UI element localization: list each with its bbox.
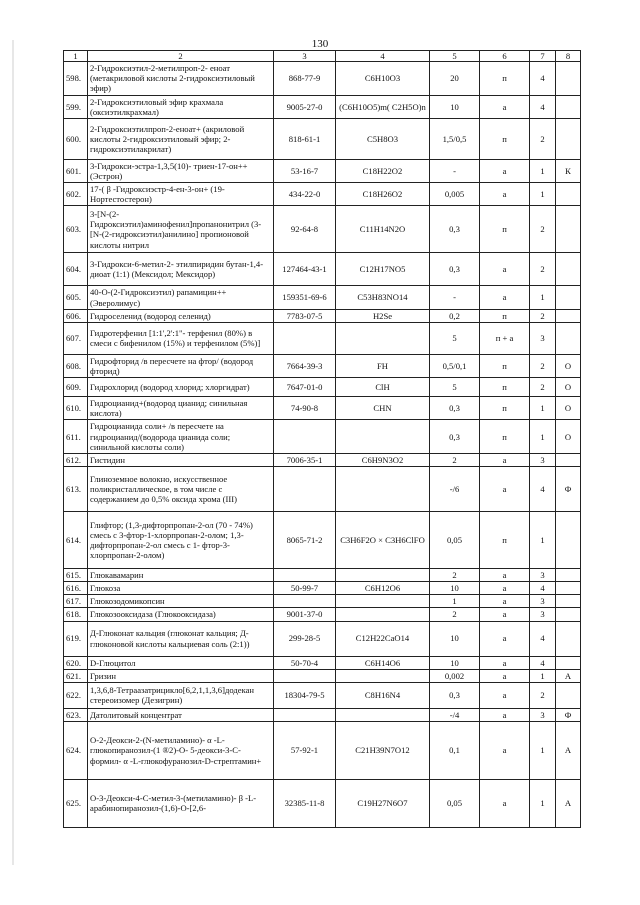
formula: C3H6F2O × C3H6ClFO <box>336 511 430 568</box>
row-number: 608. <box>64 354 88 377</box>
table-row <box>64 708 581 721</box>
hazard-class: 4 <box>530 656 556 669</box>
hazard-class: 3 <box>530 608 556 621</box>
formula <box>336 420 430 453</box>
formula: C5H8O3 <box>336 118 430 159</box>
limit-value: 0,05 <box>430 779 480 827</box>
row-number: 619. <box>64 621 88 656</box>
formula: C53H83NO14 <box>336 286 430 309</box>
note-mark <box>556 95 581 118</box>
substance-name: Датолитовый концентрат <box>88 708 274 721</box>
formula <box>336 568 430 581</box>
substance-name: Гидрофторид /в пересчете на фтор/ (водород фторид) <box>88 354 274 377</box>
limit-value: 20 <box>430 62 480 95</box>
formula: C6H9N3O2 <box>336 453 430 466</box>
substance-name: Гидроселенид (водород селенид) <box>88 309 274 322</box>
limit-value: 10 <box>430 621 480 656</box>
table-row <box>64 682 581 708</box>
note-mark: О <box>556 420 581 453</box>
cas-number: 7647-01-0 <box>274 378 336 397</box>
note-mark <box>556 253 581 286</box>
table-row <box>64 183 581 206</box>
aggregate-state: п <box>480 420 530 453</box>
row-number: 614. <box>64 511 88 568</box>
hazard-class: 1 <box>530 779 556 827</box>
aggregate-state: а <box>480 582 530 595</box>
cas-number <box>274 322 336 354</box>
hazard-class: 2 <box>530 253 556 286</box>
note-mark: А <box>556 779 581 827</box>
cas-number <box>274 595 336 608</box>
limit-value: 0,3 <box>430 253 480 286</box>
note-mark: О <box>556 378 581 397</box>
row-number: 616. <box>64 582 88 595</box>
cas-number <box>274 669 336 682</box>
hazard-class: 1 <box>530 420 556 453</box>
aggregate-state: п <box>480 62 530 95</box>
hazard-class: 4 <box>530 466 556 511</box>
table-row <box>64 621 581 656</box>
row-number: 617. <box>64 595 88 608</box>
column-header: 4 <box>336 51 430 62</box>
cas-number: 7006-35-1 <box>274 453 336 466</box>
row-number: 615. <box>64 568 88 581</box>
row-number: 621. <box>64 669 88 682</box>
note-mark <box>556 511 581 568</box>
hazard-class: 2 <box>530 206 556 253</box>
aggregate-state: п <box>480 118 530 159</box>
aggregate-state: п <box>480 378 530 397</box>
aggregate-state: а <box>480 183 530 206</box>
cas-number: 18304-79-5 <box>274 682 336 708</box>
note-mark <box>556 682 581 708</box>
limit-value: 0,3 <box>430 420 480 453</box>
substance-name: Глюкозооксидаза (Глюкооксидаза) <box>88 608 274 621</box>
cas-number <box>274 466 336 511</box>
column-header: 7 <box>530 51 556 62</box>
table-row <box>64 582 581 595</box>
aggregate-state: а <box>480 466 530 511</box>
hazard-class: 2 <box>530 309 556 322</box>
cas-number: 50-70-4 <box>274 656 336 669</box>
formula: C18H22O2 <box>336 159 430 182</box>
column-header: 8 <box>556 51 581 62</box>
hazard-class: 2 <box>530 354 556 377</box>
note-mark: О <box>556 397 581 420</box>
limit-value: - <box>430 286 480 309</box>
table-row <box>64 309 581 322</box>
formula <box>336 595 430 608</box>
cas-number: 7783-07-5 <box>274 309 336 322</box>
aggregate-state: а <box>480 595 530 608</box>
hazard-class: 1 <box>530 159 556 182</box>
cas-number <box>274 568 336 581</box>
note-mark <box>556 309 581 322</box>
aggregate-state: а <box>480 682 530 708</box>
row-number: 613. <box>64 466 88 511</box>
table-row <box>64 354 581 377</box>
limit-value: 2 <box>430 453 480 466</box>
substance-name: 3-[N-(2-Гидроксиэтил)аминофенил]пропанонитрил (3-[N-(2-гидроксиэтил)анилино] пропионовой кислоты нитрил <box>88 206 274 253</box>
formula <box>336 466 430 511</box>
row-number: 606. <box>64 309 88 322</box>
formula: C12H17NO5 <box>336 253 430 286</box>
hazard-class: 1 <box>530 183 556 206</box>
substance-name: Гидрохлорид (водород хлорид; хлоргидрат) <box>88 378 274 397</box>
table-row <box>64 466 581 511</box>
aggregate-state: а <box>480 721 530 779</box>
limit-value: 0,3 <box>430 206 480 253</box>
cas-number: 127464-43-1 <box>274 253 336 286</box>
formula: C6H14O6 <box>336 656 430 669</box>
cas-number: 53-16-7 <box>274 159 336 182</box>
table-row <box>64 511 581 568</box>
hazard-class: 2 <box>530 378 556 397</box>
substance-name: 2-Гидроксиэтиловый эфир крахмала (оксиэтилкрахмал) <box>88 95 274 118</box>
cas-number: 32385-11-8 <box>274 779 336 827</box>
hazard-class: 1 <box>530 721 556 779</box>
page-number: 130 <box>311 38 329 50</box>
row-number: 623. <box>64 708 88 721</box>
row-number: 602. <box>64 183 88 206</box>
hazard-class: 1 <box>530 286 556 309</box>
aggregate-state: п <box>480 397 530 420</box>
table-row <box>64 253 581 286</box>
formula: CHN <box>336 397 430 420</box>
limit-value: 1 <box>430 595 480 608</box>
binding-margin <box>6 40 20 865</box>
cas-number: 818-61-1 <box>274 118 336 159</box>
hazard-class: 3 <box>530 453 556 466</box>
table-row <box>64 595 581 608</box>
table-row <box>64 159 581 182</box>
table-row <box>64 286 581 309</box>
table-row <box>64 568 581 581</box>
table-row <box>64 206 581 253</box>
row-number: 598. <box>64 62 88 95</box>
substance-name: Глюкавамарин <box>88 568 274 581</box>
row-number: 620. <box>64 656 88 669</box>
note-mark <box>556 118 581 159</box>
cas-number: 8065-71-2 <box>274 511 336 568</box>
note-mark <box>556 183 581 206</box>
row-number: 622. <box>64 682 88 708</box>
table-row <box>64 62 581 95</box>
substance-name: 2-Гидроксиэтилпроп-2-еноат+ (акриловой кислоты 2-гидроксиэтиловый эфир; 2-гидроксиэтилакрилат) <box>88 118 274 159</box>
cas-number: 299-28-5 <box>274 621 336 656</box>
aggregate-state: а <box>480 159 530 182</box>
formula <box>336 669 430 682</box>
aggregate-state: а <box>480 608 530 621</box>
cas-number: 7664-39-3 <box>274 354 336 377</box>
hazard-class: 4 <box>530 621 556 656</box>
formula <box>336 608 430 621</box>
note-mark <box>556 206 581 253</box>
limit-value: 10 <box>430 582 480 595</box>
formula <box>336 708 430 721</box>
limit-value: 0,2 <box>430 309 480 322</box>
column-header: 2 <box>88 51 274 62</box>
column-header: 3 <box>274 51 336 62</box>
aggregate-state: п <box>480 354 530 377</box>
limit-value: 10 <box>430 95 480 118</box>
table-row <box>64 453 581 466</box>
formula: C12H22CaO14 <box>336 621 430 656</box>
note-mark <box>556 286 581 309</box>
aggregate-state: а <box>480 669 530 682</box>
cas-number <box>274 420 336 453</box>
substance-name: 3-Гидрокси-эстра-1,3,5(10)- триен-17-он++ (Эстрон) <box>88 159 274 182</box>
formula: C19H27N6O7 <box>336 779 430 827</box>
hazard-class: 4 <box>530 62 556 95</box>
substance-name: Гидротерфенил [1:1',2':1"- терфенил (80%) в смеси с бифенилом (15%) и терфенилом (5%)] <box>88 322 274 354</box>
hazard-class: 2 <box>530 118 556 159</box>
aggregate-state: а <box>480 779 530 827</box>
substance-name: 2-Гидроксиэтил-2-метилпроп-2- еноат (метакриловой кислоты 2-гидроксиэтиловый эфир) <box>88 62 274 95</box>
table-row <box>64 322 581 354</box>
formula: C18H26O2 <box>336 183 430 206</box>
table-row <box>64 95 581 118</box>
table-row <box>64 397 581 420</box>
limit-value: 0,5/0,1 <box>430 354 480 377</box>
substance-name: 1,3,6,8-Тетраазатрицикло[6,2,1,1,3,6]додекан стереоизомер (Дезигрин) <box>88 682 274 708</box>
row-number: 605. <box>64 286 88 309</box>
hazard-class: 1 <box>530 669 556 682</box>
cas-number: 9001-37-0 <box>274 608 336 621</box>
row-number: 625. <box>64 779 88 827</box>
formula: ClH <box>336 378 430 397</box>
cas-number: 434-22-0 <box>274 183 336 206</box>
substance-name: 17-( β -Гидроксиэстр-4-ен-3-он+ (19-Нортестостерон) <box>88 183 274 206</box>
limit-value: 0,005 <box>430 183 480 206</box>
hazard-class: 1 <box>530 511 556 568</box>
column-header: 5 <box>430 51 480 62</box>
table-row <box>64 669 581 682</box>
aggregate-state: п <box>480 309 530 322</box>
note-mark: Ф <box>556 466 581 511</box>
row-number: 611. <box>64 420 88 453</box>
note-mark: К <box>556 159 581 182</box>
formula: C21H39N7O12 <box>336 721 430 779</box>
cas-number: 9005-27-0 <box>274 95 336 118</box>
column-header: 6 <box>480 51 530 62</box>
note-mark <box>556 568 581 581</box>
table-row <box>64 721 581 779</box>
limit-value: 0,3 <box>430 682 480 708</box>
aggregate-state: п + а <box>480 322 530 354</box>
hazard-class: 1 <box>530 397 556 420</box>
header-row <box>64 51 581 62</box>
limit-value: 5 <box>430 322 480 354</box>
row-number: 610. <box>64 397 88 420</box>
substance-name: Глюкоза <box>88 582 274 595</box>
cas-number: 50-99-7 <box>274 582 336 595</box>
aggregate-state: п <box>480 206 530 253</box>
aggregate-state: а <box>480 656 530 669</box>
cas-number: 868-77-9 <box>274 62 336 95</box>
row-number: 599. <box>64 95 88 118</box>
note-mark <box>556 621 581 656</box>
table-body <box>64 62 581 828</box>
substance-name: D-Глюцитол <box>88 656 274 669</box>
hazard-class: 3 <box>530 322 556 354</box>
limit-value: 10 <box>430 656 480 669</box>
formula <box>336 322 430 354</box>
hazard-class: 2 <box>530 682 556 708</box>
formula: H2Se <box>336 309 430 322</box>
substance-name: Гистидин <box>88 453 274 466</box>
aggregate-state: а <box>480 286 530 309</box>
row-number: 624. <box>64 721 88 779</box>
limit-value: -/6 <box>430 466 480 511</box>
substances-table <box>63 50 581 828</box>
cas-number <box>274 708 336 721</box>
limit-value: 5 <box>430 378 480 397</box>
formula: (C6H10O5)m( C2H5O)n <box>336 95 430 118</box>
substance-name: Глюкозодомикопсин <box>88 595 274 608</box>
cas-number: 92-64-8 <box>274 206 336 253</box>
aggregate-state: а <box>480 453 530 466</box>
note-mark <box>556 322 581 354</box>
column-header: 1 <box>64 51 88 62</box>
limit-value: 0,3 <box>430 397 480 420</box>
limit-value: 2 <box>430 568 480 581</box>
substance-name: Д-Глюконат кальция (глюконат кальция; Д- глюконовой кислоты кальциевая соль (2:1)) <box>88 621 274 656</box>
row-number: 607. <box>64 322 88 354</box>
note-mark: А <box>556 669 581 682</box>
hazard-class: 4 <box>530 95 556 118</box>
aggregate-state: а <box>480 253 530 286</box>
note-mark: А <box>556 721 581 779</box>
substance-name: Гидроцианида соли+ /в пересчете на гидроцианид/(водорода цианида соли; синильной кислоты соли) <box>88 420 274 453</box>
hazard-class: 3 <box>530 595 556 608</box>
substance-name: О-3-Деокси-4-С-метил-3-(метиламино)- β -L-арабинопиранозил-(1,6)-О-[2,6- <box>88 779 274 827</box>
row-number: 604. <box>64 253 88 286</box>
row-number: 612. <box>64 453 88 466</box>
limit-value: 1,5/0,5 <box>430 118 480 159</box>
formula: C11H14N2O <box>336 206 430 253</box>
note-mark <box>556 595 581 608</box>
note-mark: О <box>556 354 581 377</box>
limit-value: - <box>430 159 480 182</box>
limit-value: -/4 <box>430 708 480 721</box>
limit-value: 0,1 <box>430 721 480 779</box>
row-number: 600. <box>64 118 88 159</box>
row-number: 601. <box>64 159 88 182</box>
limit-value: 2 <box>430 608 480 621</box>
row-number: 603. <box>64 206 88 253</box>
note-mark <box>556 582 581 595</box>
table-row <box>64 608 581 621</box>
cas-number: 159351-69-6 <box>274 286 336 309</box>
note-mark <box>556 656 581 669</box>
hazard-class: 3 <box>530 708 556 721</box>
hazard-class: 4 <box>530 582 556 595</box>
table-row <box>64 420 581 453</box>
hazard-class: 3 <box>530 568 556 581</box>
table-row <box>64 779 581 827</box>
aggregate-state: а <box>480 708 530 721</box>
row-number: 618. <box>64 608 88 621</box>
table-row <box>64 656 581 669</box>
cas-number: 57-92-1 <box>274 721 336 779</box>
substance-name: 40-О-(2-Гидроксиэтил) рапамицин++ (Эверолимус) <box>88 286 274 309</box>
formula: C8H16N4 <box>336 682 430 708</box>
aggregate-state: п <box>480 511 530 568</box>
aggregate-state: а <box>480 621 530 656</box>
table-row <box>64 118 581 159</box>
substance-name: Глифтор; (1,3-дифторпропан-2-ол (70 - 74%) смесь с 3-фтор-1-хлорпропан-2-олом; 1,3-дифторпропан-2-ол смесь с 1- фтор-3-хлорпропан-2-олом) <box>88 511 274 568</box>
note-mark: Ф <box>556 708 581 721</box>
substance-name: Глиноземное волокно, искусственное поликристаллическое, в том числе с содержанием до 0,5% оксида хрома (III) <box>88 466 274 511</box>
formula: C6H12O6 <box>336 582 430 595</box>
substance-name: Гризин <box>88 669 274 682</box>
formula: C6H10O3 <box>336 62 430 95</box>
table-row <box>64 378 581 397</box>
row-number: 609. <box>64 378 88 397</box>
aggregate-state: а <box>480 568 530 581</box>
aggregate-state: а <box>480 95 530 118</box>
note-mark <box>556 453 581 466</box>
formula: FH <box>336 354 430 377</box>
cas-number: 74-90-8 <box>274 397 336 420</box>
substance-name: 3-Гидрокси-6-метил-2- этилпиридин бутан-1,4-диоат (1:1) (Мексидол; Мексидор) <box>88 253 274 286</box>
substance-name: О-2-Деокси-2-(N-метиламино)- α -L-глюкопиранозил-(1 ®2)-О- 5-деокси-3-С-формил- α -L-глюкофуранозил-D-стрептамин+ <box>88 721 274 779</box>
note-mark <box>556 608 581 621</box>
substance-name: Гидроцианид+(водород цианид; синильная кислота) <box>88 397 274 420</box>
limit-value: 0,002 <box>430 669 480 682</box>
limit-value: 0,05 <box>430 511 480 568</box>
note-mark <box>556 62 581 95</box>
